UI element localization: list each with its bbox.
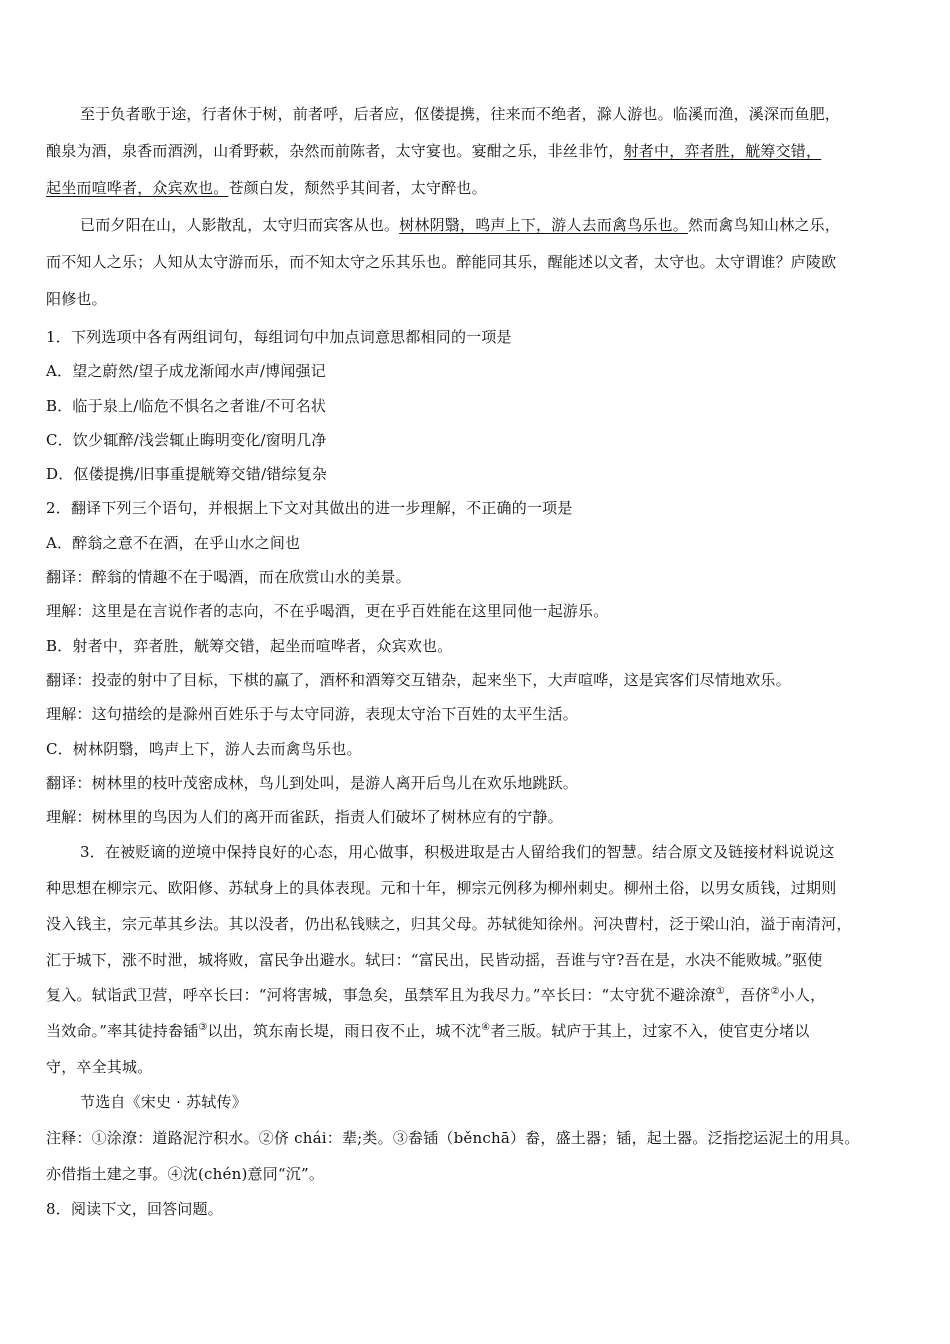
option-a: A．望之蔚然/望子成龙渐闻水声/博闻强记 <box>46 362 326 381</box>
material-line: 守，卒全其城。 <box>46 1057 153 1076</box>
understanding-line: 理解：这句描绘的是滁州百姓乐于与太守同游，表现太守治下百姓的太平生活。 <box>46 705 579 724</box>
passage-text: 已而夕阳在山，人影散乱，太守归而宾客从也。 <box>80 216 400 234</box>
notes-line: 亦借指土建之事。④沈(chén)意同“沉”。 <box>46 1164 325 1183</box>
underlined-sentence: 射者中，弈者胜，觥筹交错， <box>623 142 822 160</box>
understanding-line: 理解：树林里的鸟因为人们的离开而雀跃，指责人们破坏了树林应有的宁静。 <box>46 808 563 827</box>
option-b: B．临于泉上/临危不惧名之者谁/不可名状 <box>46 396 327 415</box>
material-line: 没入钱主，宗元革其乡法。其以没者，仍出私钱赎之，归其父母。苏轼徙知徐州。河决曹村，泛于梁山泊，溢于南清河， <box>46 914 852 933</box>
material-line: 汇于城下，涨不时泄，城将败，富民争出避水。轼曰：“富民出，民皆动摇，吾谁与守?吾在是，水决不能败城。”驱使 <box>46 950 823 969</box>
passage-line: 而不知人之乐；人知从太守游而乐，而不知太守之乐其乐也。醉能同其乐，醒能述以文者，太守也。太守谓谁？庐陵欧 <box>46 253 837 271</box>
passage-paragraph-1 <box>46 96 908 207</box>
footnote-marker: ② <box>770 986 780 998</box>
passage-line: 阳修也。 <box>46 290 107 308</box>
material-line <box>46 978 908 1014</box>
footnote-marker: ③ <box>198 1021 208 1033</box>
footnote-marker: ④ <box>481 1021 491 1033</box>
translation-line: 翻译：醉翁的情趣不在于喝酒，而在欣赏山水的美景。 <box>46 568 411 587</box>
passage-line <box>46 207 908 244</box>
source-citation: 节选自《宋史 · 苏轼传》 <box>80 1093 247 1112</box>
material-text: ，吾侪 <box>724 986 771 1005</box>
material-line <box>46 1014 908 1050</box>
option-d: D．伛偻提携/旧事重提觥筹交错/错综复杂 <box>46 465 328 484</box>
translation-line: 翻译：投壶的射中了目标，下棋的赢了，酒杯和酒筹交互错杂，起来坐下，大声喧哗，这是宾客们尽情地欢乐。 <box>46 670 791 689</box>
notes-line: 注释：①涂潦：道路泥泞积水。②侪 chái：辈;类。③畚锸（běnchā）畚，盛土器；锸，起土器。泛指挖运泥土的用具。 <box>46 1129 860 1148</box>
question-stem: 3．在被贬谪的逆境中保持良好的心态，用心做事，积极进取是古人留给我们的智慧。结合原文及链接材料说说这 <box>80 843 835 862</box>
material-text: 当效命。”率其徒持畚锸 <box>46 1021 199 1040</box>
exam-page <box>46 96 908 1227</box>
option-c: C．饮少辄醉/浅尝辄止晦明变化/窗明几净 <box>46 430 327 449</box>
question-stem: 1．下列选项中各有两组词句，每组词句中加点词意思都相同的一项是 <box>46 328 512 346</box>
translation-line: 翻译：树林里的枝叶茂密成林，鸟儿到处叫，是游人离开后鸟儿在欢乐地跳跃。 <box>46 773 579 792</box>
understanding-line: 理解：这里是在言说作者的志向，不在乎喝酒，更在乎百姓能在这里同他一起游乐。 <box>46 602 609 621</box>
question-stem: 2．翻译下列三个语句，并根据上下文对其做出的进一步理解，不正确的一项是 <box>46 499 573 518</box>
passage-line <box>46 133 908 170</box>
passage-text: 苍颜白发，颓然乎其间者，太守醉也。 <box>228 179 487 197</box>
option-a: A．醉翁之意不在酒，在乎山水之间也 <box>46 533 301 552</box>
material-text: 复入。轼诣武卫营，呼卒长曰：“河将害城，事急矣，虽禁军且为我尽力。”卒长曰：“太守犹不避涂潦 <box>46 986 716 1005</box>
material-text: 小人， <box>779 986 826 1005</box>
question-1 <box>46 320 908 491</box>
material-line: 种思想在柳宗元、欧阳修、苏轼身上的具体表现。元和十年，柳宗元例移为柳州刺史。柳州土俗，以男女质钱，过期则 <box>46 879 837 898</box>
material-text: 以出，筑东南长堤，雨日夜不止，城不沈 <box>207 1021 482 1040</box>
material-text: 者三版。轼庐于其上，过家不入，使官吏分堵以 <box>490 1021 810 1040</box>
passage-line: 至于负者歌于途，行者休于树，前者呼，后者应，伛偻提携，往来而不绝者，滁人游也。临溪而渔，溪深而鱼肥， <box>80 105 841 123</box>
option-c: C．树林阴翳，鸣声上下，游人去而禽鸟乐也。 <box>46 739 362 758</box>
passage-paragraph-2 <box>46 207 908 318</box>
passage-line <box>46 170 908 207</box>
underlined-sentence: 树林阴翳，鸣声上下，游人去而禽鸟乐也。 <box>399 216 689 234</box>
question-2 <box>46 491 908 834</box>
passage-text: 酿泉为酒，泉香而酒洌，山肴野蔌，杂然而前陈者，太守宴也。宴酣之乐，非丝非竹， <box>46 142 624 160</box>
underlined-sentence: 起坐而喧哗者，众宾欢也。 <box>46 179 229 197</box>
option-b: B．射者中，弈者胜，觥筹交错，起坐而喧哗者，众宾欢也。 <box>46 636 453 655</box>
question-3 <box>46 835 908 1192</box>
footnote-marker: ① <box>715 986 725 998</box>
passage-text: 然而禽鸟知山林之乐， <box>688 216 841 234</box>
question-8-stem: 8．阅读下文，回答问题。 <box>46 1200 223 1219</box>
